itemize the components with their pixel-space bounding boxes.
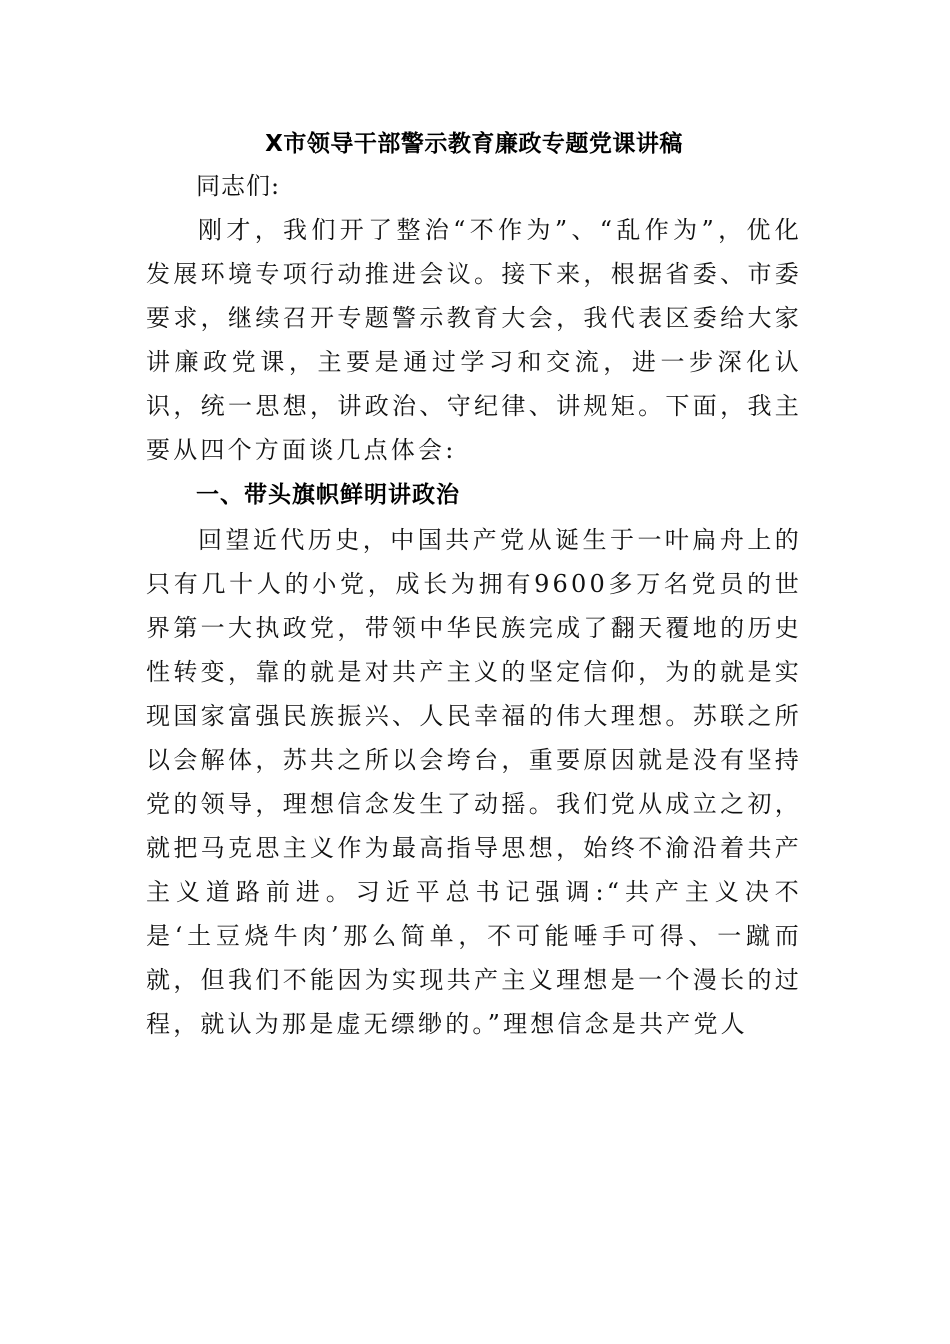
paragraph-intro: 刚才，我们开了整治“不作为”、“乱作为”，优化发展环境专项行动推进会议。接下来，根据省委、市委要求，继续召开专题警示教育大会，我代表区委给大家讲廉政党课，主要是通过学习和交流，进一步深化认识，统一思想，讲政治、守纪律、讲规矩。下面，我主要从四个方面谈几点体会: [146, 216, 802, 464]
document-title: X市领导干部警示教育廉政专题党课讲稿 [265, 131, 683, 157]
paragraph-section-1: 回望近代历史，中国共产党从诞生于一叶扁舟上的只有几十人的小党，成长为拥有9600多万名党员的世界第一大执政党，带领中华民族完成了翻天覆地的历史性转变，靠的就是对共产主义的坚定信仰，为的就是实现国家富强民族振兴、人民幸福的伟大理想。苏联之所以会解体，苏共之所以会垮台，重要原因就是没有坚持党的领导，理想信念发生了动摇。我们党从成立之初，就把马克思主义作为最高指导思想，始终不渝沿着共产主义道路前进。习近平总书记强调:“共产主义决不是‘土豆烧牛肉’那么简单，不可能唾手可得、一蹴而就，但我们不能因为实现共产主义理想是一个漫长的过程，就认为那是虚无缥缈的。”理想信念是共产党人 [146, 526, 802, 1038]
document-body [146, 124, 802, 1046]
salutation: 同志们: [196, 172, 281, 200]
section-heading-1: 一、带头旗帜鲜明讲政治 [196, 482, 460, 508]
